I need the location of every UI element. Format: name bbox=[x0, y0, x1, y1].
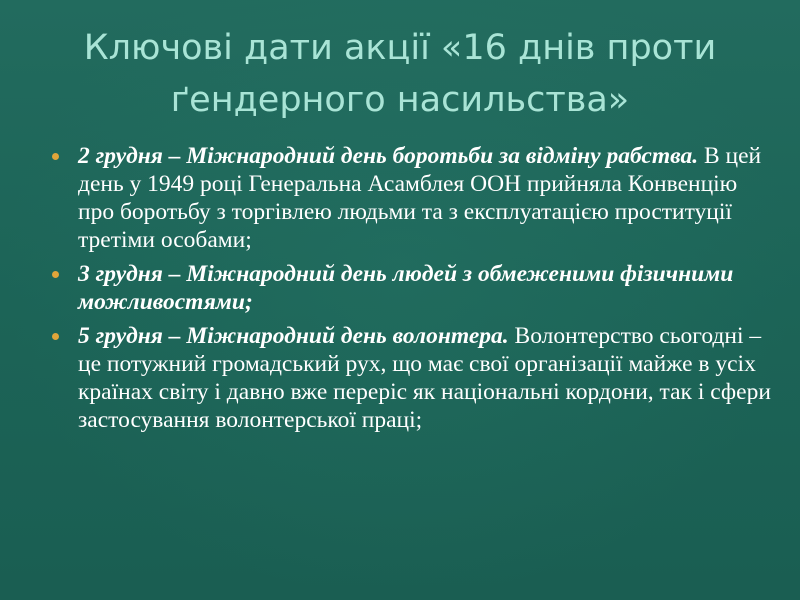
bullet-list bbox=[52, 142, 772, 440]
bullet-emphasis: 3 грудня – Міжнародний день людей з обмеженими фізичними можливостями; bbox=[78, 261, 734, 315]
bullet-emphasis: 2 грудня – Міжнародний день боротьби за відміну рабства. bbox=[78, 143, 699, 169]
bullet-dot-icon bbox=[52, 333, 59, 340]
bullet-item-dec-3 bbox=[52, 260, 772, 316]
bullet-emphasis: 5 грудня – Міжнародний день волонтера. bbox=[78, 323, 509, 349]
bullet-item-dec-5 bbox=[52, 322, 772, 434]
bullet-text: Волонтерство сьогодні – це потужний громадський рух, що має свої організації майже в усіх країнах світу і давно вже переріс як національні кордони, так і сфери застосування волонтерської праці; bbox=[78, 323, 771, 433]
bullet-item-dec-2 bbox=[52, 142, 772, 254]
slide-title: Ключові дати акції «16 днів проти ґендерного насильства» bbox=[83, 28, 717, 120]
bullet-text: В цей день у 1949 році Генеральна Асамблея ООН прийняла Конвенцію про боротьбу з торгівлею людьми та з експлуатацією проституції третіми особами; bbox=[78, 143, 762, 253]
bullet-dot-icon bbox=[52, 153, 59, 160]
bullet-dot-icon bbox=[52, 271, 59, 278]
